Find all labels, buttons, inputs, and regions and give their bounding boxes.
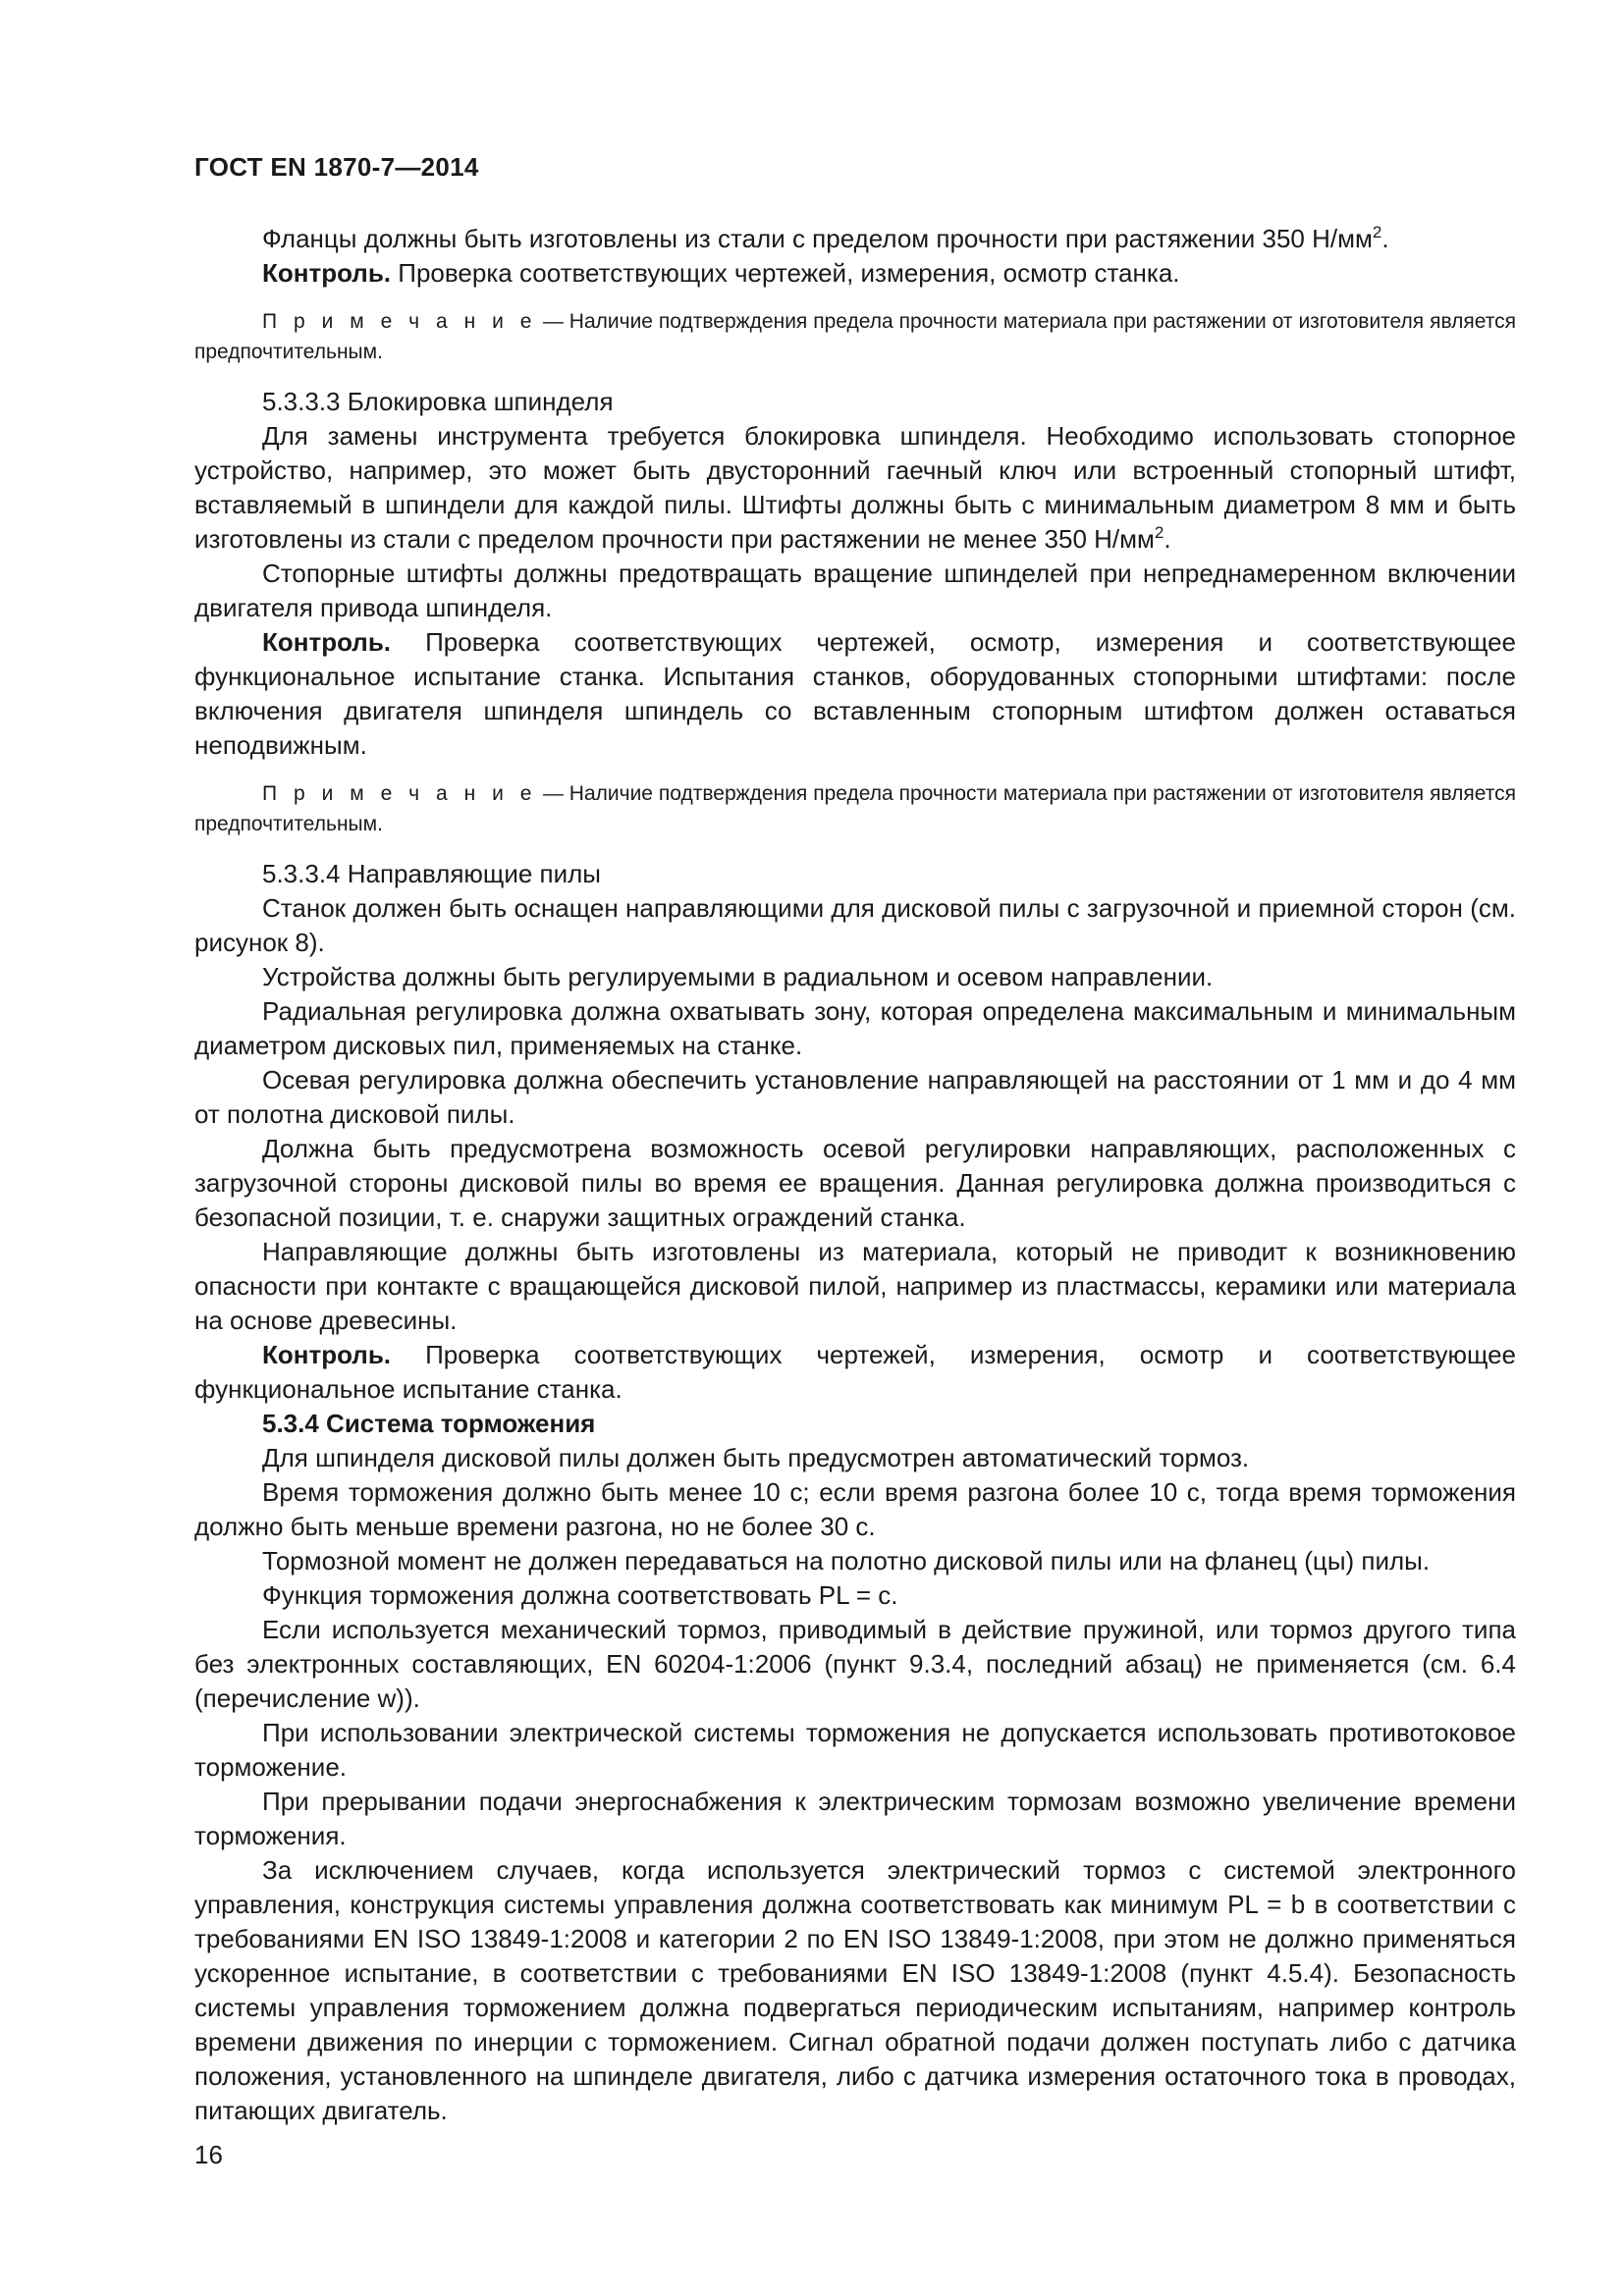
paragraph-text: Проверка соответствующих чертежей, измерения, осмотр и соответствующее функциональное испытание станка.: [194, 1340, 1516, 1404]
control-label: Контроль.: [262, 627, 392, 657]
note: [194, 306, 1516, 367]
section-title-5-3-4: 5.3.4 Система торможения: [262, 1409, 596, 1438]
note-text: — Наличие подтверждения предела прочности материала при растяжении от изготовителя является предпочтительным.: [194, 310, 1516, 363]
paragraph: Функция торможения должна соответствовать PL = c.: [262, 1580, 898, 1610]
superscript: 2: [1154, 523, 1164, 542]
control-paragraph: [194, 625, 1516, 763]
paragraph: Стопорные штифты должны предотвращать вращение шпинделей при непреднамеренном включении двигателя привода шпинделя.: [194, 559, 1516, 622]
paragraph: Устройства должны быть регулируемыми в радиальном и осевом направлении.: [262, 962, 1214, 991]
note-label: П р и м е ч а н и е: [262, 310, 537, 333]
paragraph: Для шпинделя дисковой пилы должен быть предусмотрен автоматический тормоз.: [262, 1443, 1250, 1472]
note: [194, 778, 1516, 839]
paragraph: Если используется механический тормоз, приводимый в действие пружиной, или тормоз другого типа без электронных составляющих, EN 60204-1:2006 (пункт 9.3.4, последний абзац) не применяется (см. 6.4 (перечисление w)).: [194, 1615, 1516, 1713]
paragraph: Станок должен быть оснащен направляющими для дисковой пилы с загрузочной и приемной сторон (см. рисунок 8).: [194, 893, 1516, 957]
paragraph: Осевая регулировка должна обеспечить установление направляющей на расстоянии от 1 мм и до 4 мм от полотна дисковой пилы.: [194, 1065, 1516, 1129]
control-label: Контроль.: [262, 1340, 392, 1369]
note-text: — Наличие подтверждения предела прочности материала при растяжении от изготовителя является предпочтительным.: [194, 782, 1516, 835]
superscript: 2: [1372, 223, 1382, 241]
paragraph-text: Проверка соответствующих чертежей, измерения, осмотр станка.: [398, 258, 1180, 288]
paragraph: При использовании электрической системы торможения не допускается использовать противотоковое торможение.: [194, 1718, 1516, 1782]
page-number: 16: [194, 2140, 223, 2169]
paragraph: Направляющие должны быть изготовлены из материала, который не приводит к возникновению опасности при контакте с вращающейся дисковой пилой, например из пластмассы, керамики или материала на основе древесины.: [194, 1237, 1516, 1335]
paragraph-text: .: [1164, 524, 1171, 554]
paragraph: [194, 419, 1516, 557]
paragraph-text: Для замены инструмента требуется блокировка шпинделя. Необходимо использовать стопорное устройство, например, это может быть двусторонний гаечный ключ или встроенный стопорный штифт, вставляемый в шпиндели для каждой пилы. Штифты должны быть с минимальным диаметром 8 мм и быть изготовлены из стали с пределом прочности при растяжении не менее 350 Н/мм: [194, 421, 1516, 554]
paragraph: Радиальная регулировка должна охватывать зону, которая определена максимальным и минимальным диаметром дисковых пил, применяемых на станке.: [194, 996, 1516, 1060]
paragraph-text: .: [1381, 224, 1389, 253]
document-body: [194, 222, 1516, 2128]
paragraph: За исключением случаев, когда используется электрический тормоз с системой электронного управления, конструкция системы управления должна соответствовать как минимум PL = b в соответствии с требованиями EN ISO 13849-1:2008 и категории 2 по EN ISO 13849-1:2008, при этом не должно применяться ускоренное испытание, в соответствии с требованиями EN ISO 13849-1:2008 (пункт 4.5.4). Безопасность системы управления торможением должна подвергаться периодическим испытаниям, например контроль времени движения по инерции с торможением. Сигнал обратной подачи должен поступать либо с датчика положения, установленного на шпинделе двигателя, либо с датчика измерения остаточного тока в проводах, питающих двигатель.: [194, 1855, 1516, 2125]
paragraph-text: Фланцы должны быть изготовлены из стали с пределом прочности при растяжении 350 Н/мм: [262, 224, 1373, 253]
note-label: П р и м е ч а н и е: [262, 782, 537, 805]
paragraph-text: Проверка соответствующих чертежей, осмотр, измерения и соответствующее функциональное испытание станка. Испытания станков, оборудованных стопорными штифтами: после включения двигателя шпинделя шпиндель со вставленным стопорным штифтом должен оставаться неподвижным.: [194, 627, 1516, 760]
paragraph: При прерывании подачи энергоснабжения к электрическим тормозам возможно увеличение времени торможения.: [194, 1787, 1516, 1850]
paragraph: [194, 222, 1516, 256]
paragraph: Должна быть предусмотрена возможность осевой регулировки направляющих, расположенных с загрузочной стороны дисковой пилы во время ее вращения. Данная регулировка должна производиться с безопасной позиции, т. е. снаружи защитных ограждений станка.: [194, 1134, 1516, 1232]
paragraph: Тормозной момент не должен передаваться на полотно дисковой пилы или на фланец (цы) пилы.: [262, 1546, 1431, 1575]
paragraph: Время торможения должно быть менее 10 с; если время разгона более 10 с, тогда время торможения должно быть меньше времени разгона, но не более 30 с.: [194, 1477, 1516, 1541]
control-paragraph: [194, 256, 1516, 291]
control-paragraph: [194, 1338, 1516, 1407]
document-header: ГОСТ EN 1870-7—2014: [194, 152, 479, 182]
section-title-5-3-3-4: 5.3.3.4 Направляющие пилы: [262, 859, 601, 888]
section-title-5-3-3-3: 5.3.3.3 Блокировка шпинделя: [262, 387, 614, 416]
control-label: Контроль.: [262, 258, 392, 288]
